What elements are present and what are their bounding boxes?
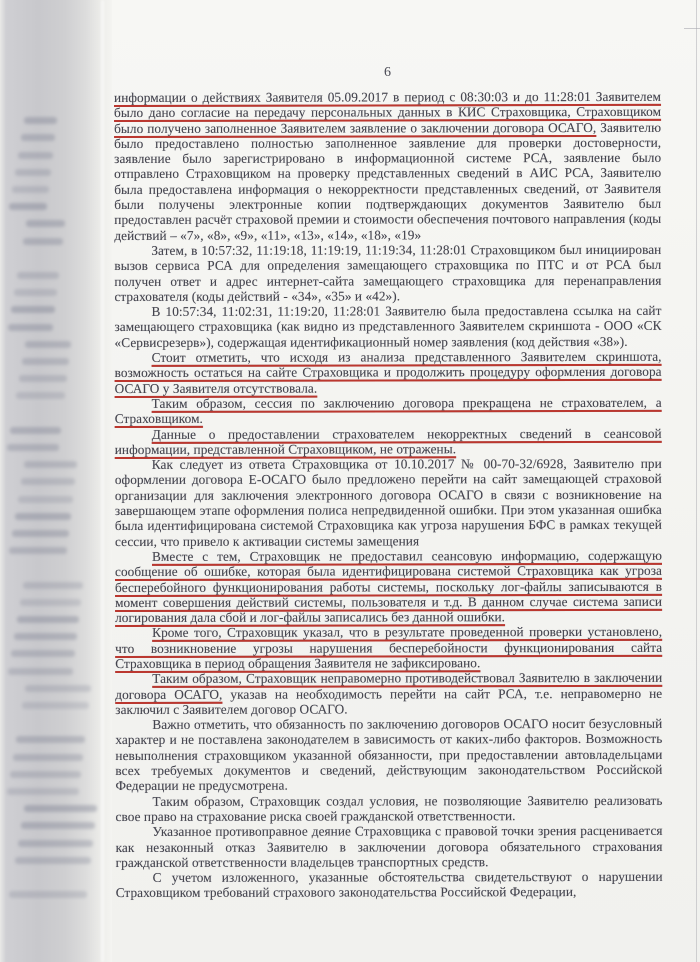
text-segment: Важно отметить, что обязанность по заключению договоров ОСАГО носит безусловный характер и не поставлена законодателем в зависимость от каких-либо факторов. Возможность невыполнения страховщиком указанной обязанности, при предоставлении автовладельцами всех требуемых документов и сведений, действующим законодательством Российской Федерации не предусмотрена.	[115, 716, 663, 794]
bleed-through-line	[18, 840, 93, 847]
bleed-through-line	[15, 169, 51, 176]
bleed-through-line	[13, 754, 83, 761]
bleed-through-line	[15, 857, 91, 864]
bleed-through-line	[9, 203, 47, 210]
paragraph-4	[115, 349, 662, 396]
bleed-through-line	[8, 324, 53, 331]
bleed-through-line	[19, 375, 67, 382]
bleed-through-line	[7, 444, 59, 451]
bleed-through-line	[25, 685, 91, 692]
bleed-through-line	[18, 152, 53, 159]
bleed-through-line	[11, 306, 55, 313]
paragraph-5	[115, 395, 662, 427]
red-underlined-text: Вместе с тем, Страховщик не предоставил сеансовую информацию, содержащую сообщение об ошибке, которая была идентифицирована системой Страховщика как угроза бесперебойного функционирования работы системы, поскольку лог-файлы записываются в момент совершения действий системы, пользователя и т.д. В данном случае система записи логирования дала сбой и лог-файлы записались без данной ошибки.	[114, 547, 663, 626]
bleed-through-line	[20, 599, 81, 606]
red-underlined-text: Данные о предоставлении страхователем некорректных сведений в сеансовой информации, представленной Страховщиком, не отражены.	[114, 425, 662, 457]
red-underlined-text: Кроме того, Страховщик указал, что в результате проведенной проверки установлено, что возникновение угрозы нарушения бесперебойности функционирования сайта Страховщика в период обращения Заявителя не зафиксировано.	[115, 624, 663, 671]
bleed-through-line	[24, 461, 77, 468]
bleed-through-line	[8, 668, 73, 675]
bleed-through-line	[16, 736, 85, 743]
paragraph-3	[114, 303, 661, 350]
bleed-through-line	[21, 134, 55, 141]
bleed-through-line	[10, 771, 81, 778]
bleed-through-line	[18, 496, 73, 503]
bleed-through-line	[23, 238, 63, 245]
page-fold-highlight	[101, 0, 104, 962]
bleed-through-line	[16, 392, 65, 399]
text-segment: Заявителю было предоставлено полностью заполненное заявление для проверки достоверности, заявление было зарегистрировано в информационной системе РСА, заявление было отправлено Страховщиком на проверку представленных сведений в АИС РСА, Заявителю была предоставлена информация о некорректности представленных сведений, от Заявителя были получены электронные копии подтверждающих документов Заявителю был предоставлен расчёт страховой премии и стоимости обеспечения почтового направления (коды действий – «7», «8», «9», «11», «13», «14», «18», «19»	[114, 119, 662, 243]
text-segment: Затем, в 10:57:32, 11:19:18, 11:19:19, 11:19:34, 11:28:01 Страховщиком был инициирован вызов сервиса РСА для определения замещающего страховщика по ПТС и от РСА был получен ответ и адрес интернет-сайта замещающего страховщика для перенаправления страхователя (коды действий - «34», «35» и «42»).	[114, 241, 662, 304]
bleed-through-line	[24, 117, 57, 124]
text-segment: С учетом изложенного, указанные обстоятельства свидетельствуют о нарушении Страховщиком требований страхового законодательства Российской Федерации,	[115, 868, 663, 901]
scan-corner-line	[684, 28, 700, 29]
bleed-through-line	[22, 702, 89, 709]
bleed-through-line	[17, 272, 59, 279]
text-segment: указав на необходимость перейти на сайт РСА, т.е. неправомерно не заключил с Заявителем договор ОСАГО.	[115, 685, 663, 717]
paragraph-14	[116, 869, 663, 901]
bleed-through-line	[14, 289, 57, 296]
bleed-through-line	[7, 788, 79, 795]
red-underlined-text: Стоит отметить, что исходя из анализа представленного Заявителем скриншота, возможность остаться на сайте Страховщика и продолжить процедуру оформления договора ОСАГО у Заявителя отсутствовала.	[114, 348, 662, 396]
red-underlined-text: Таким образом, сессия по заключению договора прекращена не страхователем, а Страховщиком.	[114, 394, 662, 427]
bleed-through-line	[17, 616, 79, 623]
paragraph-11	[115, 716, 662, 794]
document-body	[114, 89, 663, 901]
text-segment: Указанное противоправное деяние Страховщика с правовой точки зрения расценивается как незаконный отказ Заявителю в заключении договора обязательного страхования гражданской ответственности владельцев транспортных средств.	[115, 823, 663, 870]
bleed-through-line	[15, 513, 71, 520]
paragraph-9	[115, 624, 662, 671]
bleed-through-line	[10, 427, 61, 434]
bleed-through-line	[22, 358, 69, 365]
paragraph-8	[115, 548, 662, 626]
bleed-through-line	[21, 478, 75, 485]
bleed-through-line	[11, 650, 75, 657]
red-underlined-text: информации о действиях Заявителя 05.09.2017 в период с 08:30:03 и до 11:28:01 Заявителем было дано согласие на передачу персональных данных в КИС Страховщика, Страховщиком было получено заполненное Заявителем заявление о заключении договора ОСАГО,	[114, 88, 662, 136]
bleed-through-line	[9, 891, 87, 898]
bleed-through-line	[14, 633, 77, 640]
bleed-through-line	[12, 186, 49, 193]
page-number: 6	[384, 65, 391, 80]
text-segment: В 10:57:34, 11:02:31, 11:19:20, 11:28:01 Заявителю была предоставлена ссылка на сайт замещающего страховщика (как видно из представленного Заявителем скриншота - ООО «СК «Сервисрезерв»), содержащая идентификационный номер заявления (код действия «38»).	[114, 303, 662, 350]
bleed-through-line	[24, 805, 97, 812]
paragraph-12	[115, 793, 662, 825]
paragraph-1	[114, 89, 661, 243]
paragraph-7	[115, 456, 662, 549]
bleed-through-line	[26, 220, 65, 227]
red-underlined-text: Таким образом, Страховщик неправомерно противодействовал Заявителю в заключении договора ОСАГО,	[115, 670, 663, 702]
text-segment: Таким образом, Страховщик создал условия, не позволяющие Заявителю реализовать свое право на страхование риска своей гражданской ответственности.	[115, 792, 663, 824]
bleed-through-line	[12, 530, 69, 537]
paragraph-10	[115, 670, 662, 717]
bleed-through-line	[23, 582, 83, 589]
text-segment: Как следует из ответа Страховщика от 10.10.2017 № 00-70-32/6928, Заявителю при оформлении договора Е-ОСАГО было предложено перейти на сайт замещающей страховой организации для заключения электронного договора ОСАГО в связи с возникновение на завершающем этапе оформления полиса непредвиденной ошибки. При этом указанная ошибка была идентифицирована системой Страховщика как угроза нарушения БФС в рамках текущей сессии, что привело к активации системы замещения	[114, 455, 662, 549]
page-edge-right	[696, 0, 697, 962]
paragraph-6	[115, 425, 662, 457]
paragraph-2	[114, 242, 661, 304]
bleed-through-line	[9, 547, 67, 554]
paragraph-13	[116, 823, 663, 870]
bleed-through-line	[25, 341, 71, 348]
bleed-through-line	[21, 822, 95, 829]
